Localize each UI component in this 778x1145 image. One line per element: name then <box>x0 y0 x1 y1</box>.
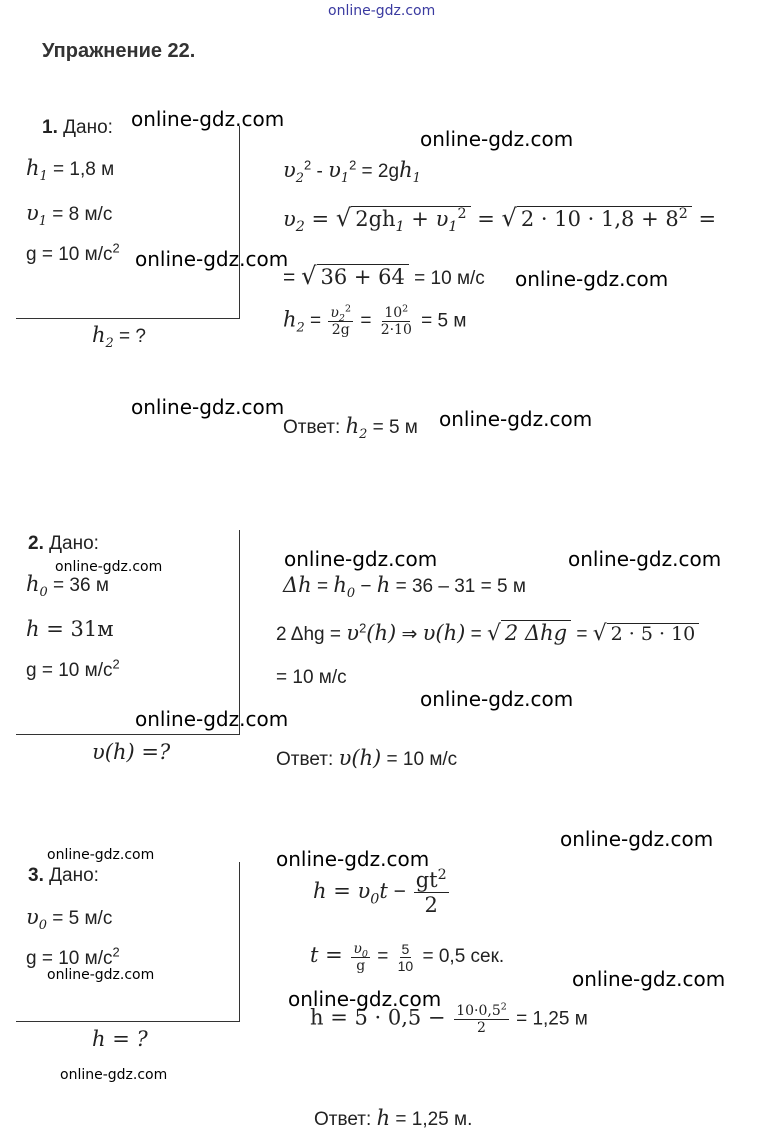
ex1-given-g: g = 10 $м/с^2$ <box>26 240 120 265</box>
watermark: online-gdz.com <box>420 127 574 151</box>
ex2-find-divider <box>16 734 240 735</box>
ex3-answer: Ответ: h = 1,25 м. <box>314 1106 473 1130</box>
ex2-eq2: 2 $\Delta hg = \upsilon^2(h)$ ⇒ υ(h) = √ 2 Δhg = √ 2 · 5 · 10 <box>276 620 699 646</box>
ex2-heading: 2. Дано: <box>28 533 99 554</box>
header-watermark: online-gdz.com <box>328 3 436 19</box>
ex3-given-v0: $\upsilon_0 = 5$ м/с <box>26 905 113 933</box>
ex3-eq2: t = $\frac{\upsilon_0}{g}$ = $\frac{5}{10}$ = 0,5 сек. <box>310 940 505 975</box>
ex1-find: $h_2$ = ? <box>92 323 146 351</box>
ex3-given-g: g = 10 $м/с^2$ <box>26 944 120 969</box>
watermark: online-gdz.com <box>135 247 289 271</box>
watermark: online-gdz.com <box>47 967 155 983</box>
watermark: online-gdz.com <box>276 847 430 871</box>
ex3-heading: 3. Дано: <box>28 865 99 886</box>
ex1-given-h1: $h_1 = 1,8$ м <box>26 156 115 184</box>
ex1-find-divider <box>16 318 240 319</box>
ex1-heading <box>42 117 113 139</box>
ex1-number: 1. <box>42 117 58 138</box>
ex1-eq2: $\upsilon_2$ = √ $2gh_1 + \upsilon_1^2$ = √ $2 \cdot 10 \cdot 1,8 + 8^2$ = <box>283 204 717 236</box>
page-title: Упражнение 22. <box>42 40 196 62</box>
ex3-eq3: h = 5 · 0,5 − $\frac{10\cdot 0,5^2}{2}$ = 1,25 м <box>310 1001 588 1037</box>
ex1-given-divider <box>239 126 240 319</box>
watermark: online-gdz.com <box>560 827 714 851</box>
ex2-given-g: g = 10 $м/с^2$ <box>26 656 120 681</box>
ex3-given-divider <box>239 862 240 1022</box>
ex3-find: h = ? <box>92 1027 148 1051</box>
ex2-given-h0: $h_0 = 36$ м <box>26 572 109 600</box>
watermark: online-gdz.com <box>47 847 155 863</box>
ex2-answer: Ответ: υ(h) = 10 м/с <box>276 746 458 770</box>
watermark: online-gdz.com <box>515 267 669 291</box>
ex2-eq1: $\Delta h = h_0 - h = 36 - 31 = 5$ м <box>283 573 526 601</box>
watermark: online-gdz.com <box>439 407 593 431</box>
ex1-given-v1: $\upsilon_1 = 8$ м/с <box>26 201 113 229</box>
watermark: online-gdz.com <box>131 107 285 131</box>
watermark: online-gdz.com <box>284 547 438 571</box>
watermark: online-gdz.com <box>572 967 726 991</box>
ex1-answer: Ответ: $h_2 = 5$ м <box>283 414 418 442</box>
ex1-eq3: = √ 36 + 64 = 10 м/с <box>283 262 485 290</box>
ex2-find: υ(h) =? <box>92 740 171 764</box>
watermark: online-gdz.com <box>60 1067 168 1083</box>
watermark: online-gdz.com <box>135 707 289 731</box>
ex1-eq4: $h_2$ = $\frac{\upsilon_2^2}{2g}$ = $\frac{10^2}{2\cdot 10}$ = 5 м <box>283 303 467 339</box>
watermark: online-gdz.com <box>55 559 163 575</box>
watermark: online-gdz.com <box>131 395 285 419</box>
ex2-eq3: = 10 м/с <box>276 667 347 688</box>
ex3-eq1: $h = \upsilon_0t$ − $\frac{gt^2}{2}$ <box>313 867 447 918</box>
watermark: online-gdz.com <box>420 687 574 711</box>
ex3-find-divider <box>16 1021 240 1022</box>
ex1-eq1: $\upsilon_2^2 - \upsilon_1^2 = 2gh_1$ <box>283 157 421 186</box>
ex2-given-h: h = 31м <box>26 617 114 641</box>
ex1-dano-label: Дано: <box>63 117 113 138</box>
watermark: online-gdz.com <box>568 547 722 571</box>
ex2-given-divider <box>239 530 240 735</box>
watermark: online-gdz.com <box>288 987 442 1011</box>
